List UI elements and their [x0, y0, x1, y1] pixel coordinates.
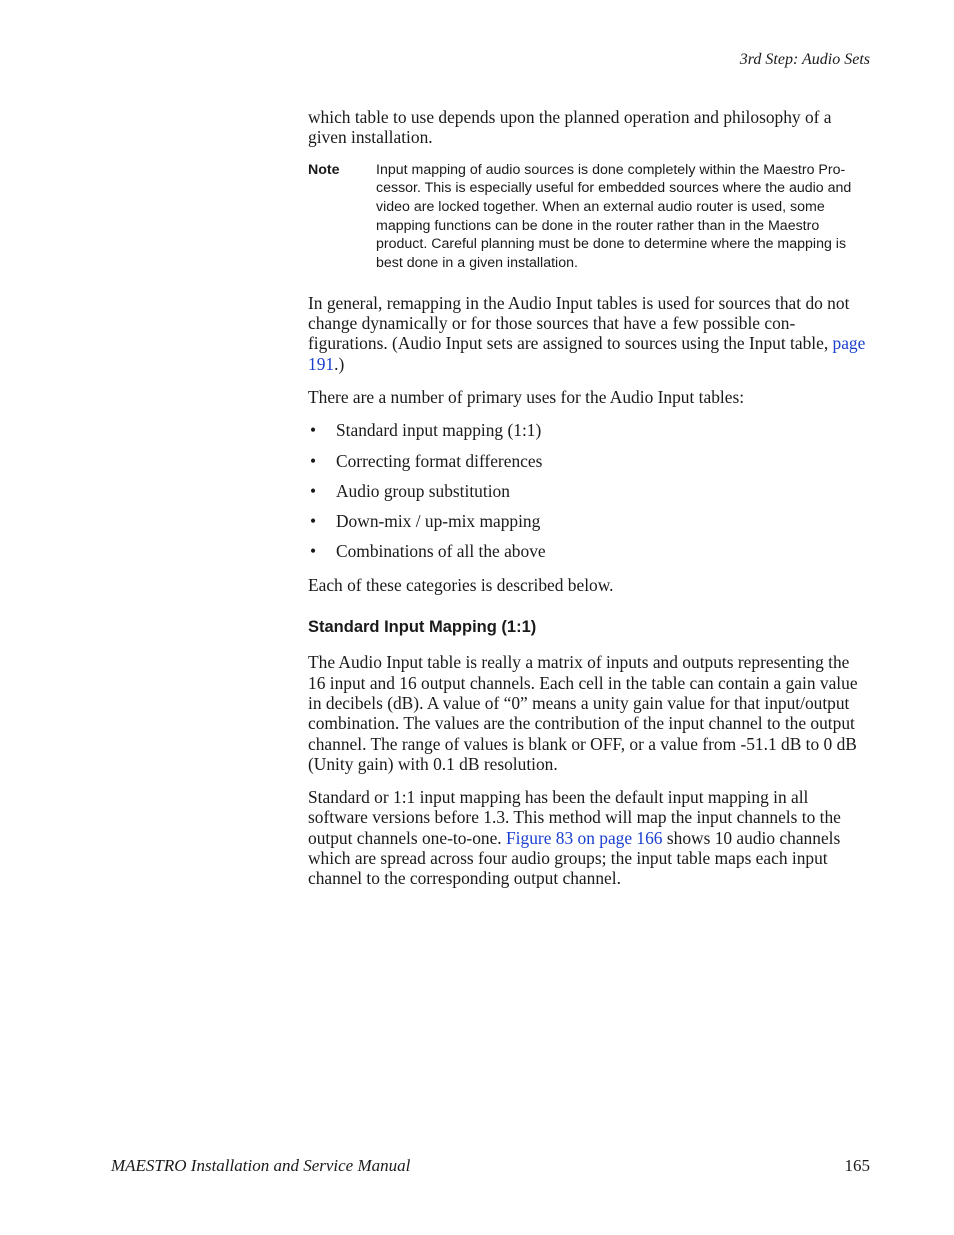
list-item-text: Audio group substitution: [336, 480, 510, 501]
list-item: [308, 511, 868, 531]
general-text-before: In general, remapping in the Audio Input tables is used for sources that do not change dynamically or for those sources that have a few possible con-figurations. (Audio Input sets are assigned to sources using the Input table,: [308, 292, 850, 354]
uses-intro-paragraph: There are a number of primary uses for the Audio Input tables:: [308, 387, 745, 407]
list-item: [308, 420, 868, 440]
page-footer: [111, 1156, 870, 1176]
general-text-after: .): [334, 353, 345, 374]
section-heading: Standard Input Mapping (1:1): [308, 618, 537, 637]
bullet-icon: •: [310, 450, 317, 471]
bullet-icon: •: [310, 420, 317, 441]
bullet-icon: •: [310, 511, 317, 532]
figure-83-link[interactable]: Figure 83 on page 166: [506, 827, 663, 848]
page-body: [308, 107, 868, 902]
bullet-icon: •: [310, 541, 317, 562]
standard-text-after: shows 10 audio channels which are spread across four audio groups; the input table maps each input channel to the corresponding output channel.: [308, 827, 841, 889]
list-item: [308, 481, 868, 501]
intro-paragraph: which table to use depends upon the planned operation and philosophy of a given installation.: [308, 107, 832, 148]
list-item-text: Combinations of all the above: [336, 541, 546, 562]
general-paragraph: [308, 293, 868, 374]
uses-outro-paragraph: Each of these categories is described below.: [308, 574, 614, 595]
running-header: 3rd Step: Audio Sets: [739, 51, 870, 68]
standard-text-before: Standard or 1:1 input mapping has been the default input mapping in all software versions before 1.3. This method will map the input channels to the output channels one-to-one.: [308, 787, 841, 848]
note-text: Input mapping of audio sources is done completely within the Maestro Pro-cessor. This is especially useful for embedded sources where the audio and video are locked together. When an external audio router is used, some mapping functions can be done in the router rather than in the Maestro product. Careful planning must be done to determine where the mapping is best done in a given installation.: [376, 161, 852, 272]
list-item-text: Standard input mapping (1:1): [336, 420, 542, 441]
list-item-text: Correcting format differences: [336, 450, 543, 471]
bullet-icon: •: [310, 480, 317, 501]
list-item: [308, 451, 868, 471]
list-item-text: Down-mix / up-mix mapping: [336, 511, 541, 532]
page-191-link[interactable]: page 191: [308, 333, 866, 374]
note-label: Note: [308, 161, 340, 178]
matrix-paragraph: The Audio Input table is really a matrix of inputs and outputs representing the 16 input and 16 output channels. Each cell in the table can contain a gain value in decibels (dB). A value of “0” means a unity gain value for that input/output combination. The values are the contribution of the input channel to the output channel. The range of values is blank or OFF, or a value from -51.1 dB to 0 dB (Unity gain) with 0.1 dB resolution.: [308, 652, 858, 774]
uses-list: [308, 420, 868, 561]
standard-paragraph: [308, 787, 868, 888]
page-number: 165: [844, 1156, 870, 1175]
note-block: [308, 161, 868, 273]
list-item: [308, 541, 868, 561]
footer-manual-title: MAESTRO Installation and Service Manual: [111, 1156, 411, 1175]
